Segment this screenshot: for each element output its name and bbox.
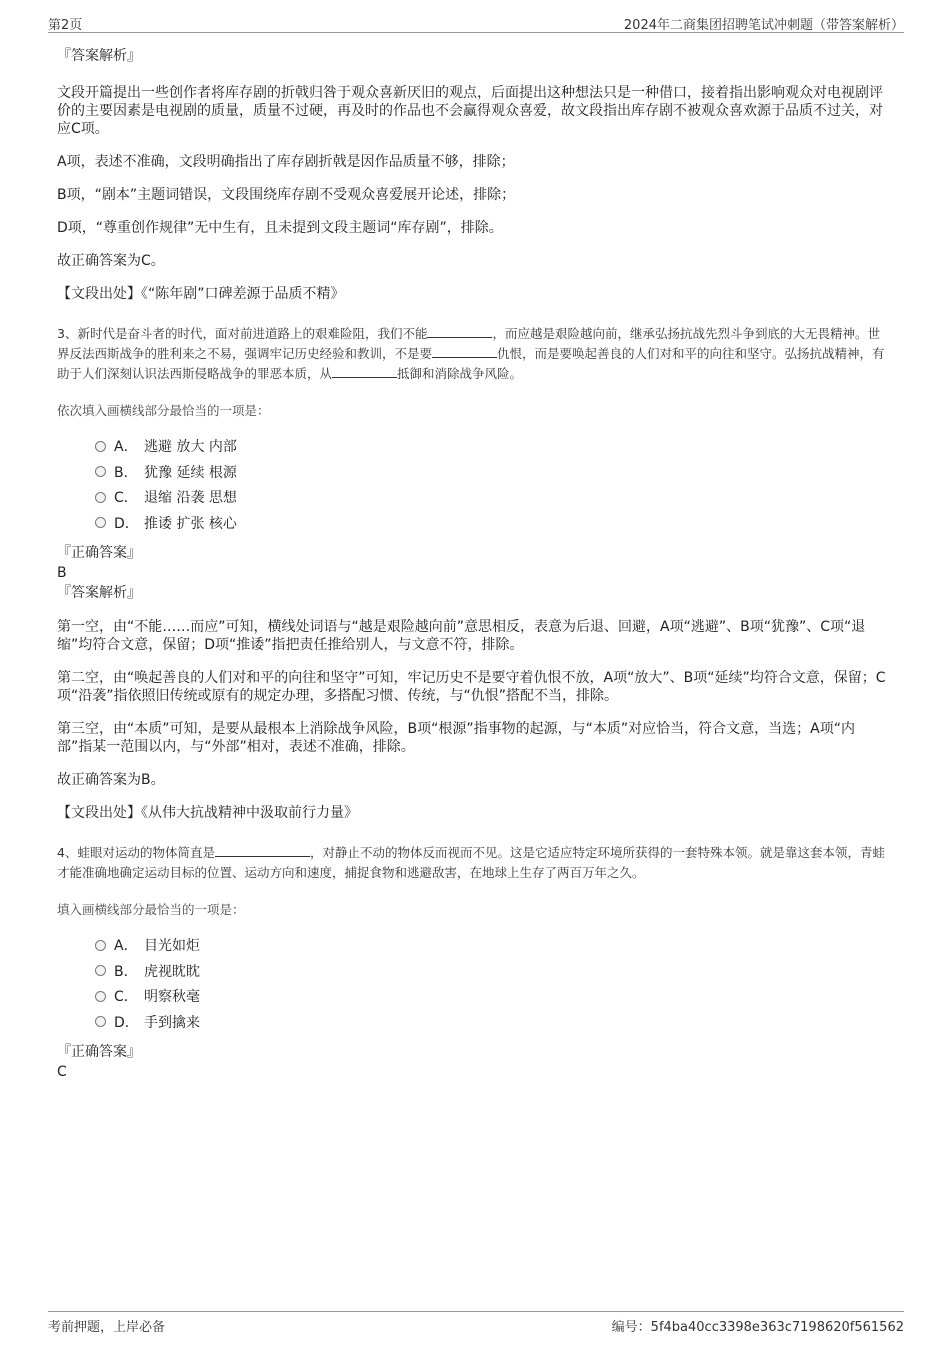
q4-answer: C	[57, 1064, 67, 1080]
q2-analysis-para: 文段开篇提出一些创作者将库存剧的折戟归咎于观众喜新厌旧的观点，后面提出这种想法只是一种借口，接着指出影响观众对电视剧评价的主要因素是电视剧的质量，质量不过硬，再及时的作品也不会赢得观众喜爱，故文段指出库存剧不被观众喜欢源于品质不过关，对应C项。	[57, 85, 883, 137]
q4-answer-label: 『正确答案』	[57, 1044, 141, 1060]
q2-source: 【文段出处】《“陈年剧”口碑差源于品质不精》	[57, 286, 345, 302]
q4-option-a[interactable]: A． 目光如炬	[95, 934, 887, 960]
radio-icon[interactable]	[95, 466, 106, 477]
page-footer	[48, 1311, 904, 1336]
radio-icon[interactable]	[95, 1016, 106, 1027]
page-content	[57, 44, 887, 1082]
q3-options	[95, 435, 887, 537]
q3-instruction: 依次填入画横线部分最恰当的一项是：	[57, 403, 270, 418]
document-id: 编号：5f4ba40cc3398e363c7198620f561562	[611, 1320, 904, 1335]
q3-analysis-para: 第一空，由“不能……而应”可知，横线处词语与“越是艰险越向前”意思相反，表意为后退、回避，A项“逃避”、B项“犹豫”、C项“退缩”均符合文意，保留；D项“推诿”指把责任推给别人，与文意不符，排除。	[57, 619, 866, 653]
q4-option-d[interactable]: D． 手到擒来	[95, 1011, 887, 1037]
q2-analysis-label: 『答案解析』	[57, 48, 141, 64]
q3-option-d[interactable]: D． 推诿 扩张 核心	[95, 512, 887, 538]
document-title: 2024年二商集团招聘笔试冲刺题（带答案解析）	[623, 18, 904, 33]
q3-option-b[interactable]: B． 犹豫 延续 根源	[95, 461, 887, 487]
fill-blank	[432, 344, 497, 358]
q4-instruction: 填入画横线部分最恰当的一项是：	[57, 902, 245, 917]
radio-icon[interactable]	[95, 492, 106, 503]
q4-option-b[interactable]: B． 虎视眈眈	[95, 960, 887, 986]
q4-options	[95, 934, 887, 1036]
q2-analysis-para: B项，“剧本”主题词错误，文段围绕库存剧不受观众喜爱展开论述，排除；	[57, 187, 516, 203]
radio-icon[interactable]	[95, 940, 106, 951]
fill-blank	[427, 324, 492, 338]
radio-icon[interactable]	[95, 991, 106, 1002]
q3-option-c[interactable]: C． 退缩 沿袭 思想	[95, 486, 887, 512]
q2-analysis-para: D项，“尊重创作规律”无中生有，且未提到文段主题词“库存剧”，排除。	[57, 220, 503, 236]
footer-slogan: 考前押题，上岸必备	[48, 1320, 166, 1335]
page-number: 第2页	[48, 18, 83, 33]
q3-analysis-para: 第二空，由“唤起善良的人们对和平的向往和坚守”可知，牢记历史不是要守着仇恨不放，A项“放大”、B项“延续”均符合文意，保留；C项“沿袭”指依照旧传统或原有的规定办理，多搭配习惯、传统，与“仇恨”搭配不当，排除。	[57, 670, 886, 704]
q3-answer-label: 『正确答案』	[57, 545, 141, 561]
q3-source: 【文段出处】《从伟大抗战精神中汲取前行力量》	[57, 805, 358, 821]
q3-stem: 3、新时代是奋斗者的时代，面对前进道路上的艰难险阻，我们不能 ，而应越是艰险越向前，继承弘扬抗战先烈斗争到底的大无畏精神。世界反法西斯战争的胜利来之不易，强调牢记历史经验和教训，不是要 仇恨，而是要唤起善良的人们对和平的向往和坚守。弘扬抗战精神，有助于人们深刻认识法西斯侵略战争的罪恶本质，从 抵御和消除战争风险。	[57, 326, 885, 381]
q2-answer-statement: 故正确答案为C。	[57, 253, 165, 269]
q3-answer: B	[57, 565, 67, 581]
q3-option-a[interactable]: A． 逃避 放大 内部	[95, 435, 887, 461]
page-header	[48, 12, 904, 33]
radio-icon[interactable]	[95, 441, 106, 452]
q4-option-c[interactable]: C． 明察秋毫	[95, 985, 887, 1011]
fill-blank	[332, 364, 397, 378]
q4-stem: 4、蛙眼对运动的物体简直是 ，对静止不动的物体反而视而不见。这是它适应特定环境所获得的一套特殊本领。就是靠这套本领，青蛙才能准确地确定运动目标的位置、运动方向和速度，捕捉食物和逃避敌害，在地球上生存了两百万年之久。	[57, 845, 885, 880]
fill-blank	[215, 843, 310, 857]
q3-analysis-para: 第三空，由“本质”可知，是要从最根本上消除战争风险，B项“根源”指事物的起源，与“本质”对应恰当，符合文意，当选；A项“内部”指某一范围以内，与“外部”相对，表述不准确，排除。	[57, 721, 855, 755]
q3-analysis-label: 『答案解析』	[57, 585, 141, 601]
radio-icon[interactable]	[95, 517, 106, 528]
q2-analysis-para: A项，表述不准确，文段明确指出了库存剧折戟是因作品质量不够，排除；	[57, 154, 515, 170]
radio-icon[interactable]	[95, 965, 106, 976]
q3-answer-statement: 故正确答案为B。	[57, 772, 165, 788]
